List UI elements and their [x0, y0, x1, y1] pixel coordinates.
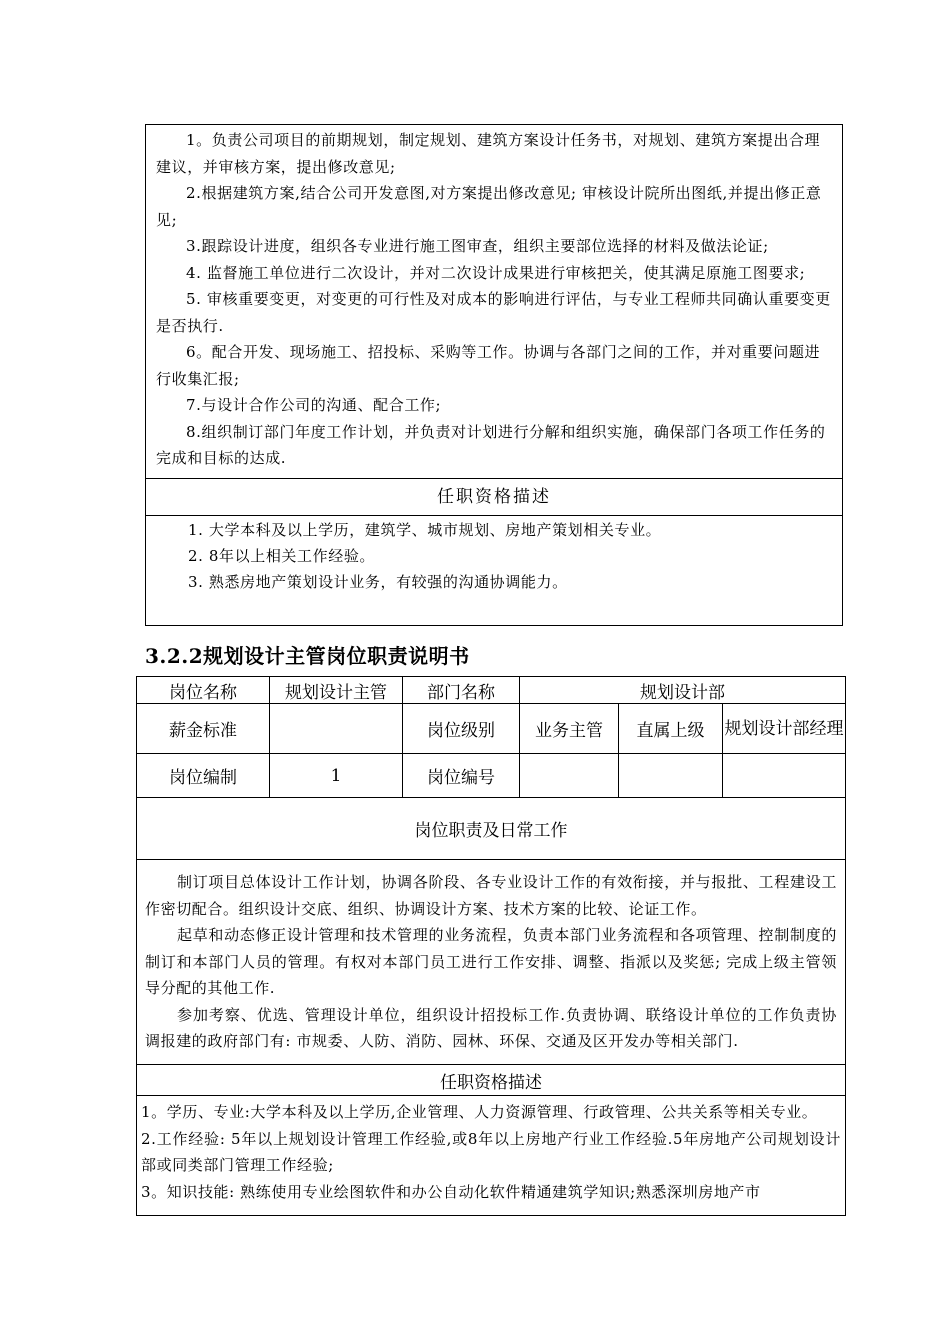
qualifications-cell [146, 515, 842, 595]
qualification-header: 任职资格描述 [137, 1065, 846, 1096]
empty-cell [723, 754, 846, 798]
department-value: 规划设计部 [520, 677, 846, 704]
table-row [137, 1065, 846, 1096]
responsibility-item: 6。配合开发、现场施工、招投标、采购等工作。协调与各部门之间的工作，并对重要问题进行收集汇报; [156, 343, 821, 388]
qualification-item: 2. 8年以上相关工作经验。 [188, 547, 376, 565]
headcount-value: 1 [270, 754, 403, 798]
duty-item: 制订项目总体设计工作计划，协调各阶段、各专业设计工作的有效衔接，并与报批、工程建设工作密切配合。组织设计交底、组织、协调设计方案、技术方案的比较、论证工作。 [145, 873, 838, 918]
previous-position-table [145, 124, 843, 626]
table-row [137, 677, 846, 704]
qualification-item: 2.工作经验: 5年以上规划设计管理工作经验,或8年以上房地产行业工作经验.5年房地产公司规划设计部或同类部门管理工作经验; [141, 1129, 842, 1174]
table-row [137, 754, 846, 798]
qualification-item: 3。知识技能: 熟练使用专业绘图软件和办公自动化软件精通建筑学知识;熟悉深圳房地产市 [141, 1182, 761, 1201]
duty-item: 参加考察、优选、管理设计单位，组织设计招投标工作.负责协调、联络设计单位的工作负责协调报建的政府部门有: 市规委、人防、消防、园林、环保、交通及区开发办等相关部门. [145, 1005, 838, 1051]
empty-cell [619, 754, 723, 798]
responsibility-item: 4. 监督施工单位进行二次设计，并对二次设计成果进行审核把关，使其满足原施工图要求; [186, 263, 806, 282]
qualification-item: 1. 大学本科及以上学历，建筑学、城市规划、房地产策划相关专业。 [188, 521, 662, 539]
responsibilities-cell [146, 125, 842, 479]
table-row [137, 798, 846, 860]
table-row [137, 860, 846, 1065]
duty-item: 起草和动态修正设计管理和技术管理的业务流程，负责本部门业务流程和各项管理、控制制度的制订和本部门人员的管理。有权对本部门员工进行工作安排、调整、指派以及奖惩; 完成上级主管领导分配的其他工作. [145, 926, 838, 998]
label-position-name: 岗位名称 [137, 677, 270, 704]
responsibility-item: 7.与设计合作公司的沟通、配合工作; [186, 396, 442, 414]
qualification-header: 任职资格描述 [146, 479, 842, 516]
table-row [137, 704, 846, 754]
position-name-value: 规划设计主管 [270, 677, 403, 704]
label-headcount: 岗位编制 [137, 754, 270, 798]
position-code-value [520, 754, 619, 798]
label-salary: 薪金标准 [137, 704, 270, 754]
responsibility-item: 1。负责公司项目的前期规划，制定规划、建筑方案设计任务书，对规划、建筑方案提出合理建议，并审核方案，提出修改意见; [156, 131, 821, 176]
responsibility-item: 8.组织制订部门年度工作计划，并负责对计划进行分解和组织实施，确保部门各项工作任务的完成和目标的达成. [156, 422, 826, 467]
qualifications-cell [137, 1096, 846, 1216]
label-department: 部门名称 [403, 677, 520, 704]
qualification-item: 3. 熟悉房地产策划设计业务，有较强的沟通协调能力。 [188, 573, 568, 591]
job-description-table [136, 676, 846, 1216]
qualification-item: 1。学历、专业:大学本科及以上学历,企业管理、人力资源管理、行政管理、公共关系等相关专业。 [141, 1103, 818, 1121]
salary-value [270, 704, 403, 754]
duties-cell [137, 860, 846, 1065]
label-level: 岗位级别 [403, 704, 520, 754]
responsibility-item: 3.跟踪设计进度，组织各专业进行施工图审查，组织主要部位选择的材料及做法论证; [186, 237, 769, 255]
section-title: 3.2.2规划设计主管岗位职责说明书 [145, 644, 470, 668]
responsibility-item: 2.根据建筑方案,结合公司开发意图,对方案提出修改意见; 审核设计院所出图纸,并提出修正意见; [156, 184, 822, 229]
duties-header: 岗位职责及日常工作 [137, 798, 846, 860]
superior-value: 规划设计部经理 [723, 704, 846, 754]
label-position-code: 岗位编号 [403, 754, 520, 798]
table-row [137, 1096, 846, 1216]
label-superior: 直属上级 [619, 704, 723, 754]
responsibility-item: 5. 审核重要变更，对变更的可行性及对成本的影响进行评估，与专业工程师共同确认重要变更是否执行. [156, 290, 831, 335]
level-value: 业务主管 [520, 704, 619, 754]
